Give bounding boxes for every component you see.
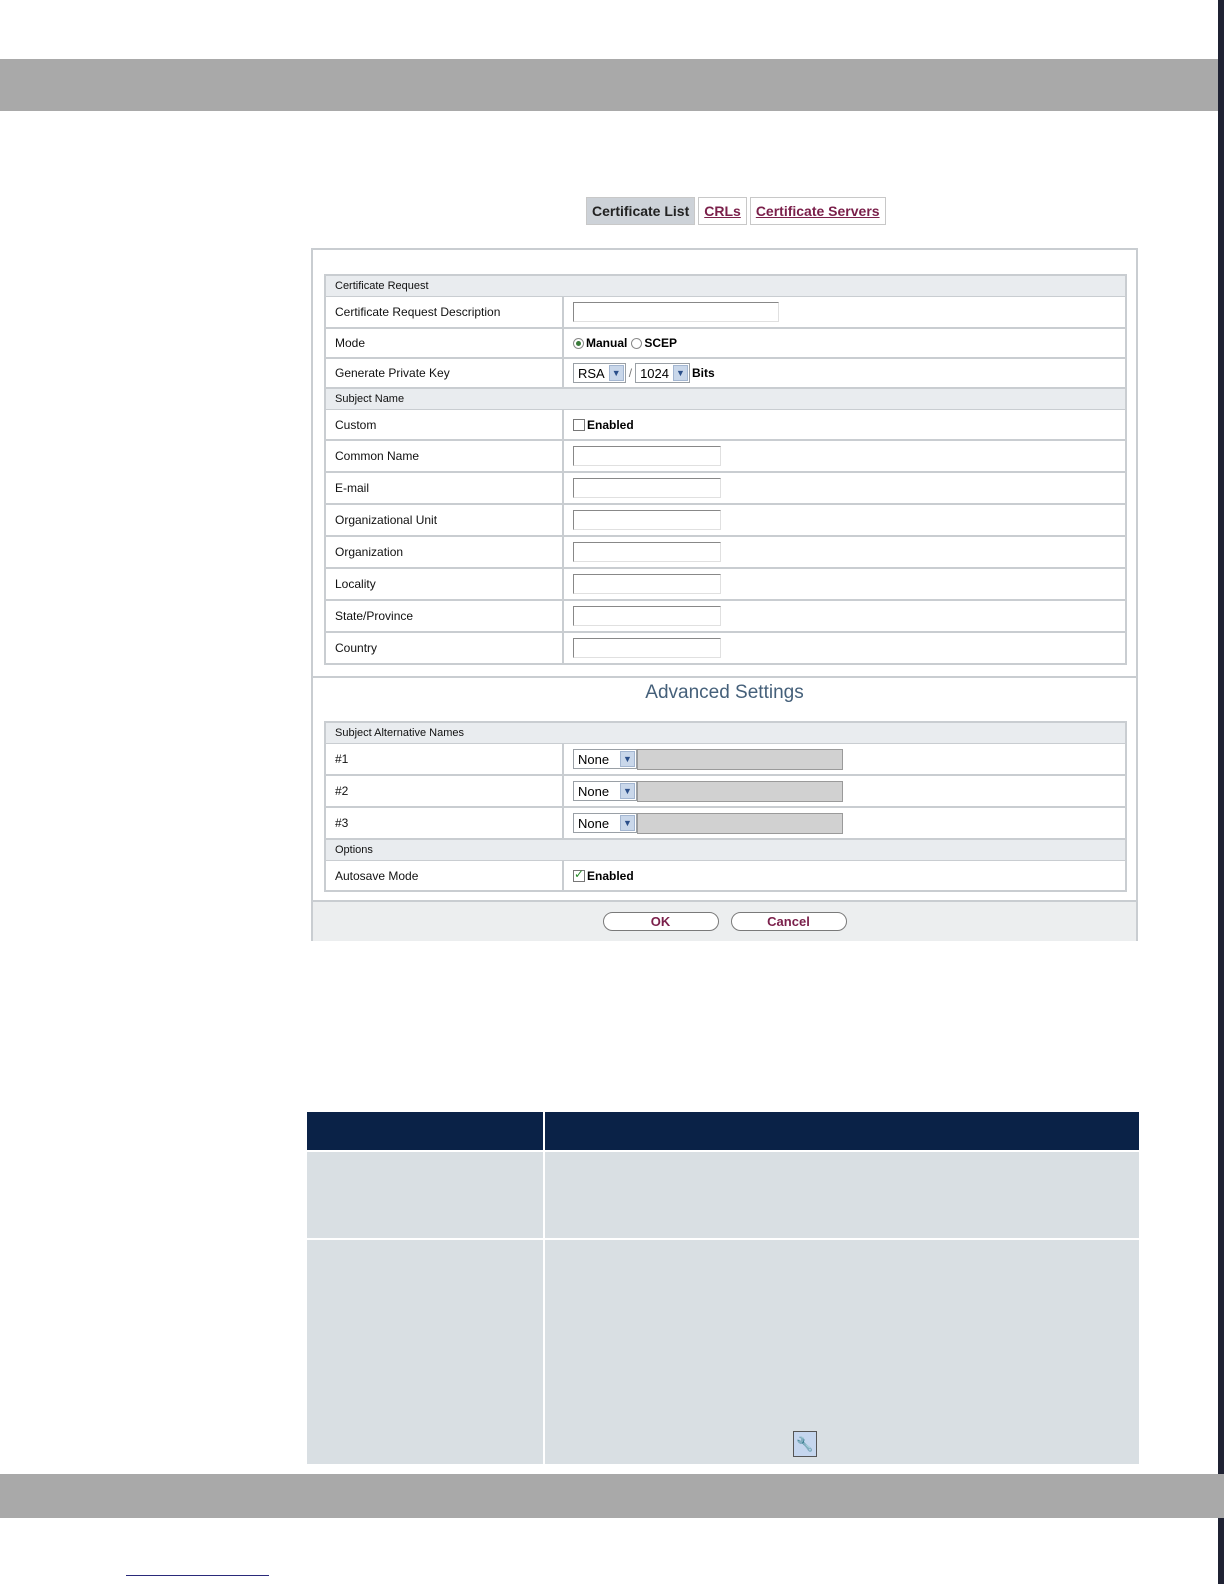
table-cell (545, 1152, 1139, 1238)
wrench-icon: 🔧 (793, 1431, 817, 1457)
chevron-down-icon: ▼ (620, 783, 635, 799)
custom-label: Custom (326, 410, 564, 439)
san-2-type-select[interactable]: None ▼ (573, 781, 637, 801)
private-key-label: Generate Private Key (326, 359, 564, 387)
table-cell (307, 1240, 545, 1464)
email-label: E-mail (326, 473, 564, 503)
locality-label: Locality (326, 569, 564, 599)
san-3-label: #3 (326, 808, 564, 838)
san-3-value-input (637, 813, 843, 834)
tab-crls[interactable]: CRLs (698, 197, 747, 225)
header-cell-field (307, 1112, 545, 1150)
table-row (307, 1150, 1139, 1238)
request-table (324, 274, 1127, 665)
certificate-request-panel (311, 248, 1138, 941)
key-algorithm-select[interactable]: RSA ▼ (573, 363, 626, 383)
ok-button[interactable]: OK (603, 912, 719, 931)
mode-scep-label: SCEP (644, 336, 678, 350)
advanced-table (324, 721, 1127, 892)
mode-scep-radio[interactable] (631, 338, 642, 349)
header-cell-meaning (545, 1112, 1139, 1150)
email-input[interactable] (573, 478, 721, 498)
san-2-value-input (637, 781, 843, 802)
table-cell (545, 1240, 1139, 1464)
description-table (307, 1112, 1139, 1464)
mode-manual-label: Manual (586, 336, 628, 350)
table-row (307, 1238, 1139, 1464)
footer-rule (126, 1575, 269, 1576)
locality-input[interactable] (573, 574, 721, 594)
cancel-button[interactable]: Cancel (731, 912, 847, 931)
chevron-down-icon: ▼ (673, 365, 688, 381)
description-label: Certificate Request Description (326, 297, 564, 327)
country-label: Country (326, 633, 564, 663)
description-table-header (307, 1112, 1139, 1150)
tab-certificate-servers[interactable]: Certificate Servers (750, 197, 886, 225)
section-subject-alternative-names: Subject Alternative Names (326, 723, 1125, 744)
tab-certificate-list[interactable]: Certificate List (586, 197, 695, 225)
page-edge (1218, 0, 1224, 1584)
custom-checkbox-label: Enabled (587, 417, 634, 432)
chevron-down-icon: ▼ (620, 815, 635, 831)
san-1-label: #1 (326, 744, 564, 774)
state-province-input[interactable] (573, 606, 721, 626)
country-input[interactable] (573, 638, 721, 658)
table-cell (307, 1152, 545, 1238)
san-1-value-input (637, 749, 843, 770)
custom-checkbox[interactable] (573, 419, 585, 431)
san-1-type-select[interactable]: None ▼ (573, 749, 637, 769)
button-bar (313, 900, 1136, 941)
organization-input[interactable] (573, 542, 721, 562)
key-size-select[interactable]: 1024 ▼ (635, 363, 690, 383)
advanced-settings-title[interactable]: Advanced Settings (313, 676, 1136, 718)
key-separator: / (628, 366, 633, 380)
organization-label: Organization (326, 537, 564, 567)
key-unit: Bits (692, 366, 715, 380)
mode-label: Mode (326, 329, 564, 357)
tab-bar (586, 197, 886, 225)
section-certificate-request: Certificate Request (326, 276, 1125, 297)
section-subject-name: Subject Name (326, 389, 1125, 410)
section-options: Options (326, 840, 1125, 861)
organizational-unit-input[interactable] (573, 510, 721, 530)
san-2-label: #2 (326, 776, 564, 806)
common-name-label: Common Name (326, 441, 564, 471)
san-3-type-select[interactable]: None ▼ (573, 813, 637, 833)
mode-manual-radio[interactable] (573, 338, 584, 349)
chevron-down-icon: ▼ (609, 365, 624, 381)
state-province-label: State/Province (326, 601, 564, 631)
top-banner (0, 59, 1224, 111)
organizational-unit-label: Organizational Unit (326, 505, 564, 535)
autosave-label: Autosave Mode (326, 861, 564, 890)
autosave-checkbox[interactable] (573, 870, 585, 882)
chevron-down-icon: ▼ (620, 751, 635, 767)
common-name-input[interactable] (573, 446, 721, 466)
bottom-banner (0, 1474, 1224, 1518)
description-input[interactable] (573, 302, 779, 322)
autosave-checkbox-label: Enabled (587, 868, 634, 883)
